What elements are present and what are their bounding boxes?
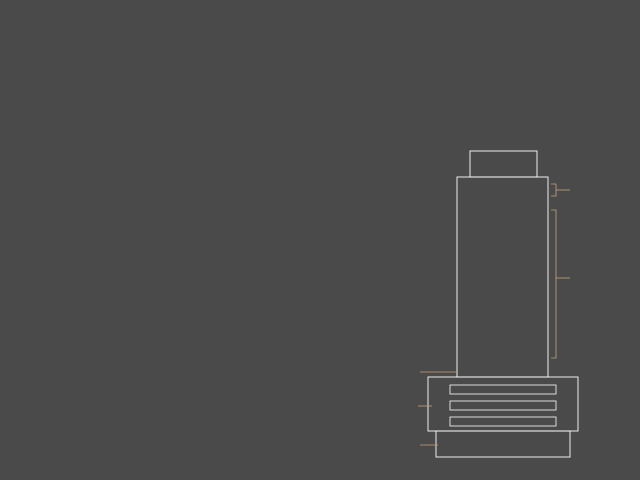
commercial-base [436, 431, 570, 457]
typical-bracket [551, 210, 556, 358]
garage-level-1 [450, 385, 556, 394]
penthouse-bracket [551, 184, 556, 196]
tower-body [457, 177, 548, 377]
garage-level-2 [450, 401, 556, 410]
roof-block [470, 151, 537, 177]
garage-level-3 [450, 417, 556, 426]
